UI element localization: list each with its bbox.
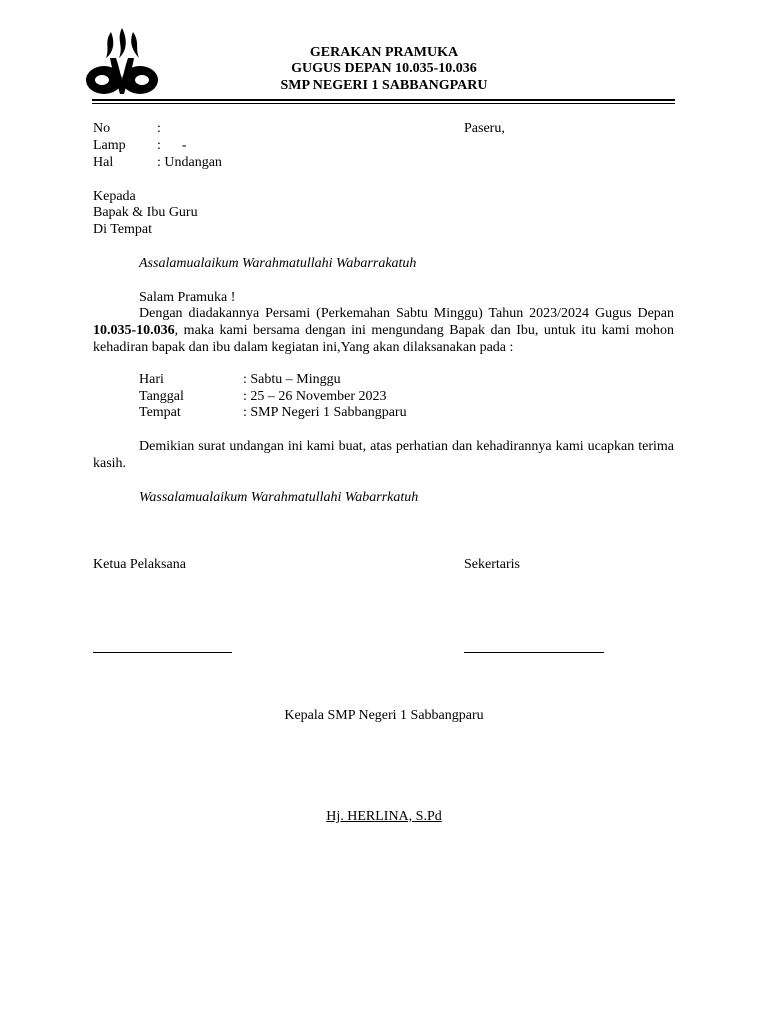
unit-name: GUGUS DEPAN 10.035-10.036 xyxy=(291,61,477,76)
recipient-line2: Bapak & Ibu Guru xyxy=(93,205,198,220)
header-rule-thin xyxy=(92,103,675,104)
detail-value-tempat: : SMP Negeri 1 Sabbangparu xyxy=(243,405,407,420)
detail-value-tanggal: : 25 – 26 November 2023 xyxy=(243,389,387,404)
recipient-line3: Di Tempat xyxy=(93,222,153,237)
school-name: SMP NEGERI 1 SABBANGPARU xyxy=(280,78,488,93)
salam-pramuka: Salam Pramuka ! xyxy=(139,290,236,305)
closing-paragraph xyxy=(93,438,674,472)
hal-value: : Undangan xyxy=(157,155,222,170)
place-date: Paseru, xyxy=(464,121,505,136)
org-name: GERAKAN PRAMUKA xyxy=(309,45,459,60)
lamp-value: : - xyxy=(157,138,187,153)
closing-text: Demikian surat undangan ini kami buat, atas perhatian dan kehadirannya kami ucapkan terima kasih. xyxy=(93,439,674,471)
detail-value-hari: : Sabtu – Minggu xyxy=(243,372,341,387)
signature-line-right xyxy=(464,652,604,653)
no-label: No xyxy=(93,121,111,136)
signature-right-title: Sekertaris xyxy=(464,557,520,572)
recipient-line1: Kepada xyxy=(93,189,136,204)
body-text-bold: 10.035-10.036 xyxy=(93,323,175,338)
closing-greeting: Wassalamualaikum Warahmatullahi Wabarrkatuh xyxy=(139,490,419,505)
header-rule-thick xyxy=(92,99,675,101)
body-paragraph xyxy=(93,305,674,356)
lamp-label: Lamp xyxy=(93,138,126,153)
body-text-start: Dengan diadakannya Persami (Perkemahan Sabtu Minggu) Tahun 2023/2024 Gugus Depan xyxy=(139,306,674,321)
signature-left-title: Ketua Pelaksana xyxy=(93,557,186,572)
no-value: : xyxy=(157,121,161,136)
detail-label-hari: Hari xyxy=(139,372,164,387)
signature-line-left xyxy=(93,652,232,653)
opening-greeting: Assalamualaikum Warahmatullahi Wabarrakatuh xyxy=(139,256,417,271)
body-text-end: , maka kami bersama dengan ini mengundang Bapak dan Ibu, untuk itu kami mohon kehadiran bapak dan ibu dalam kegiatan ini,Yang akan dilaksanakan pada : xyxy=(93,323,674,355)
principal-title: Kepala SMP Negeri 1 Sabbangparu xyxy=(284,708,484,723)
scout-logo-icon xyxy=(84,28,160,100)
principal-name: Hj. HERLINA, S.Pd xyxy=(326,809,442,824)
detail-label-tempat: Tempat xyxy=(139,405,181,420)
detail-label-tanggal: Tanggal xyxy=(139,389,184,404)
hal-label: Hal xyxy=(93,155,114,170)
